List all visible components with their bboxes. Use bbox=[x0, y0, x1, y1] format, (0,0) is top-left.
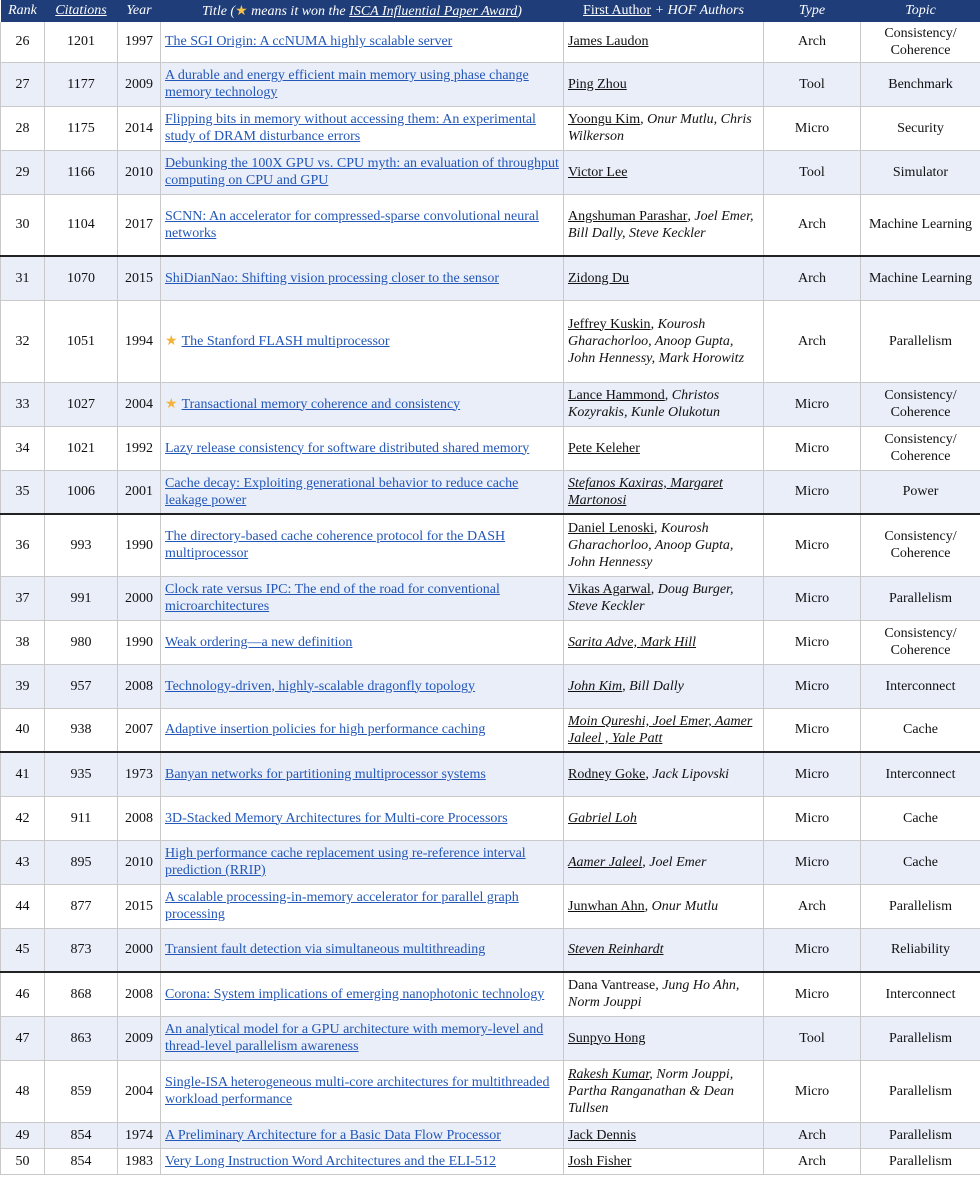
cell-title bbox=[161, 1060, 564, 1122]
cell-rank: 29 bbox=[1, 150, 45, 194]
cell-type: Arch bbox=[764, 194, 861, 256]
cell-authors bbox=[564, 576, 764, 620]
cell-citations: 935 bbox=[45, 752, 118, 796]
cell-title bbox=[161, 194, 564, 256]
cell-rank: 39 bbox=[1, 664, 45, 708]
cell-rank: 40 bbox=[1, 708, 45, 752]
first-author-link[interactable]: Stefanos Kaxiras, Margaret Martonosi bbox=[568, 475, 723, 508]
cell-topic: Simulator bbox=[861, 150, 980, 194]
cell-year: 1990 bbox=[118, 514, 161, 576]
cell-year: 1994 bbox=[118, 300, 161, 382]
cell-type: Micro bbox=[764, 928, 861, 972]
cell-type: Arch bbox=[764, 22, 861, 62]
cell-rank: 30 bbox=[1, 194, 45, 256]
hof-authors: , Kourosh Gharachorloo, Anoop Gupta, John Hennessy, Mark Horowitz bbox=[568, 316, 745, 366]
cell-type: Tool bbox=[764, 1016, 861, 1060]
cell-authors bbox=[564, 972, 764, 1016]
table-row bbox=[1, 928, 980, 972]
paper-title-link[interactable]: Transient fault detection via simultaneous multithreading bbox=[165, 942, 486, 958]
cell-rank: 35 bbox=[1, 470, 45, 514]
cell-rank: 48 bbox=[1, 1060, 45, 1122]
cell-topic: Interconnect bbox=[861, 664, 980, 708]
first-author-link[interactable]: Gabriel Loh bbox=[568, 810, 637, 826]
cell-topic: Parallelism bbox=[861, 300, 980, 382]
first-author-link[interactable]: Zidong Du bbox=[568, 270, 630, 286]
paper-title-link[interactable]: Flipping bits in memory without accessing them: An experimental study of DRAM disturbance errors bbox=[165, 112, 536, 144]
cell-topic: Parallelism bbox=[861, 576, 980, 620]
first-author-link[interactable]: Rakesh Kumar bbox=[568, 1066, 650, 1082]
first-author-link[interactable]: Ping Zhou bbox=[568, 76, 627, 92]
cell-authors bbox=[564, 664, 764, 708]
cell-title bbox=[161, 972, 564, 1016]
cell-authors bbox=[564, 62, 764, 106]
table-header bbox=[1, 0, 980, 22]
paper-title-link[interactable]: Cache decay: Exploiting generational behavior to reduce cache leakage power bbox=[165, 475, 519, 508]
cell-type: Micro bbox=[764, 514, 861, 576]
cell-citations: 859 bbox=[45, 1060, 118, 1122]
cell-topic: Parallelism bbox=[861, 884, 980, 928]
cell-topic: Consistency/ Coherence bbox=[861, 22, 980, 62]
cell-authors bbox=[564, 1016, 764, 1060]
cell-rank: 50 bbox=[1, 1148, 45, 1174]
cell-year: 2001 bbox=[118, 470, 161, 514]
cell-citations: 938 bbox=[45, 708, 118, 752]
table-row bbox=[1, 256, 980, 300]
cell-type: Micro bbox=[764, 664, 861, 708]
cell-citations: 1070 bbox=[45, 256, 118, 300]
cell-type: Micro bbox=[764, 576, 861, 620]
paper-title-link[interactable]: The directory-based cache coherence protocol for the DASH multiprocessor bbox=[165, 529, 506, 562]
table-row bbox=[1, 752, 980, 796]
cell-topic: Parallelism bbox=[861, 1016, 980, 1060]
cell-title bbox=[161, 576, 564, 620]
table-row bbox=[1, 300, 980, 382]
paper-title-link[interactable]: ShiDianNao: Shifting vision processing closer to the sensor bbox=[165, 270, 500, 286]
paper-title-link[interactable]: Banyan networks for partitioning multiprocessor systems bbox=[165, 766, 486, 782]
cell-citations: 1166 bbox=[45, 150, 118, 194]
cell-authors bbox=[564, 1060, 764, 1122]
hof-authors: , Bill Dally bbox=[622, 678, 684, 694]
first-author-link[interactable]: Sarita Adve, Mark Hill bbox=[568, 634, 697, 650]
award-star-icon: ★ bbox=[165, 333, 178, 349]
cell-topic: Cache bbox=[861, 708, 980, 752]
cell-year: 2009 bbox=[118, 62, 161, 106]
cell-rank: 26 bbox=[1, 22, 45, 62]
paper-title-link[interactable]: The Stanford FLASH multiprocessor bbox=[181, 333, 390, 349]
cell-citations: 1177 bbox=[45, 62, 118, 106]
table-row bbox=[1, 620, 980, 664]
first-author-link[interactable]: James Laudon bbox=[568, 34, 649, 50]
paper-title-link[interactable]: High performance cache replacement using re-reference interval prediction (RRIP) bbox=[165, 846, 526, 878]
hof-authors: , Onur Mutlu, Chris Wilkerson bbox=[568, 112, 752, 144]
cell-rank: 31 bbox=[1, 256, 45, 300]
cell-title bbox=[161, 470, 564, 514]
cell-year: 2008 bbox=[118, 972, 161, 1016]
header-citations[interactable] bbox=[45, 0, 118, 22]
paper-title-link[interactable]: A scalable processing-in-memory accelerator for parallel graph processing bbox=[165, 890, 519, 922]
table-row bbox=[1, 796, 980, 840]
cell-rank: 36 bbox=[1, 514, 45, 576]
hof-authors: , Christos Kozyrakis, Kunle Olukotun bbox=[568, 388, 721, 420]
isca-award-link[interactable]: ISCA Influential Paper Award bbox=[349, 3, 518, 19]
cell-topic: Consistency/ Coherence bbox=[861, 620, 980, 664]
cell-type: Micro bbox=[764, 382, 861, 426]
first-author-link[interactable]: Jack Dennis bbox=[568, 1127, 637, 1143]
cell-rank: 47 bbox=[1, 1016, 45, 1060]
table-row bbox=[1, 664, 980, 708]
cell-citations: 1175 bbox=[45, 106, 118, 150]
cell-year: 1990 bbox=[118, 620, 161, 664]
paper-title-link[interactable]: Adaptive insertion policies for high performance caching bbox=[165, 722, 486, 738]
cell-title bbox=[161, 928, 564, 972]
paper-title-link[interactable]: Very Long Instruction Word Architectures and the ELI-512 bbox=[165, 1153, 497, 1169]
cell-type: Arch bbox=[764, 256, 861, 300]
header-title-middle: means it won the bbox=[247, 3, 350, 19]
cell-topic: Parallelism bbox=[861, 1148, 980, 1174]
header-hof-authors: + HOF Authors bbox=[651, 3, 744, 18]
paper-title-link[interactable]: The SGI Origin: A ccNUMA highly scalable server bbox=[165, 34, 453, 50]
cell-title bbox=[161, 620, 564, 664]
cell-year: 2004 bbox=[118, 382, 161, 426]
cell-citations: 863 bbox=[45, 1016, 118, 1060]
cell-title bbox=[161, 426, 564, 470]
table-row bbox=[1, 1016, 980, 1060]
cell-authors bbox=[564, 1122, 764, 1148]
cell-authors bbox=[564, 300, 764, 382]
cell-year: 1992 bbox=[118, 426, 161, 470]
cell-title bbox=[161, 514, 564, 576]
cell-citations: 868 bbox=[45, 972, 118, 1016]
cell-citations: 854 bbox=[45, 1122, 118, 1148]
first-author-link[interactable]: Aamer Jaleel bbox=[568, 854, 643, 870]
cell-authors bbox=[564, 752, 764, 796]
cell-title bbox=[161, 300, 564, 382]
paper-title-link[interactable]: SCNN: An accelerator for compressed-sparse convolutional neural networks bbox=[165, 208, 539, 241]
cell-topic: Machine Learning bbox=[861, 256, 980, 300]
cell-citations: 980 bbox=[45, 620, 118, 664]
cell-rank: 33 bbox=[1, 382, 45, 426]
cell-type: Micro bbox=[764, 796, 861, 840]
first-author-link[interactable]: Vikas Agarwal bbox=[568, 582, 651, 597]
cell-citations: 1021 bbox=[45, 426, 118, 470]
cell-type: Micro bbox=[764, 708, 861, 752]
table-row bbox=[1, 22, 980, 62]
cell-citations: 991 bbox=[45, 576, 118, 620]
paper-title-link[interactable]: Clock rate versus IPC: The end of the road for conventional microarchitectures bbox=[165, 582, 500, 614]
cell-rank: 38 bbox=[1, 620, 45, 664]
cell-year: 2010 bbox=[118, 150, 161, 194]
first-author-link[interactable]: Daniel Lenoski bbox=[568, 520, 654, 536]
cell-citations: 854 bbox=[45, 1148, 118, 1174]
paper-title-link[interactable]: A Preliminary Architecture for a Basic Data Flow Processor bbox=[165, 1127, 501, 1143]
cell-rank: 46 bbox=[1, 972, 45, 1016]
first-author-link[interactable]: Steven Reinhardt bbox=[568, 942, 664, 958]
table-row bbox=[1, 426, 980, 470]
cell-rank: 32 bbox=[1, 300, 45, 382]
cell-authors bbox=[564, 928, 764, 972]
table-body bbox=[1, 22, 980, 1174]
cell-type: Micro bbox=[764, 840, 861, 884]
cell-type: Arch bbox=[764, 1122, 861, 1148]
cell-topic: Consistency/ Coherence bbox=[861, 514, 980, 576]
table-row bbox=[1, 470, 980, 514]
paper-title-link[interactable]: Lazy release consistency for software distributed shared memory bbox=[165, 440, 530, 456]
cell-rank: 44 bbox=[1, 884, 45, 928]
table-row bbox=[1, 1148, 980, 1174]
cell-authors bbox=[564, 840, 764, 884]
cell-title bbox=[161, 106, 564, 150]
hof-authors: , Joel Emer, Bill Dally, Steve Keckler bbox=[568, 208, 754, 241]
cell-authors bbox=[564, 426, 764, 470]
cell-year: 2007 bbox=[118, 708, 161, 752]
cell-topic: Security bbox=[861, 106, 980, 150]
table-row bbox=[1, 514, 980, 576]
paper-title-link[interactable]: Single-ISA heterogeneous multi-core architectures for multithreaded workload performance bbox=[165, 1075, 550, 1107]
cell-authors bbox=[564, 256, 764, 300]
paper-title-link[interactable]: 3D-Stacked Memory Architectures for Multi-core Processors bbox=[165, 810, 508, 826]
cell-year: 1983 bbox=[118, 1148, 161, 1174]
cell-topic: Cache bbox=[861, 796, 980, 840]
cell-year: 2015 bbox=[118, 884, 161, 928]
cell-year: 2000 bbox=[118, 576, 161, 620]
cell-citations: 1006 bbox=[45, 470, 118, 514]
cell-authors bbox=[564, 382, 764, 426]
first-author-link: Dana Vantrease bbox=[568, 978, 656, 994]
first-author-link[interactable]: Josh Fisher bbox=[568, 1153, 632, 1169]
cell-year: 2014 bbox=[118, 106, 161, 150]
cell-year: 2004 bbox=[118, 1060, 161, 1122]
first-author-link[interactable]: Angshuman Parashar bbox=[568, 208, 688, 224]
first-author-link[interactable]: John Kim bbox=[568, 678, 623, 694]
first-author-link[interactable]: Rodney Goke bbox=[568, 766, 646, 782]
table-row bbox=[1, 62, 980, 106]
cell-rank: 49 bbox=[1, 1122, 45, 1148]
header-rank: Rank bbox=[1, 0, 45, 22]
hof-authors: , Jack Lipovski bbox=[645, 766, 729, 782]
cell-title bbox=[161, 840, 564, 884]
cell-rank: 34 bbox=[1, 426, 45, 470]
header-citations-label[interactable]: Citations bbox=[55, 3, 107, 18]
cell-topic: Cache bbox=[861, 840, 980, 884]
cell-topic: Machine Learning bbox=[861, 194, 980, 256]
paper-title-link[interactable]: A durable and energy efficient main memory using phase change memory technology bbox=[165, 68, 529, 100]
cell-year: 2010 bbox=[118, 840, 161, 884]
cell-citations: 877 bbox=[45, 884, 118, 928]
cell-citations: 1104 bbox=[45, 194, 118, 256]
cell-year: 1973 bbox=[118, 752, 161, 796]
cell-authors bbox=[564, 796, 764, 840]
cell-title bbox=[161, 1122, 564, 1148]
cell-topic: Interconnect bbox=[861, 972, 980, 1016]
cell-citations: 911 bbox=[45, 796, 118, 840]
cell-topic: Power bbox=[861, 470, 980, 514]
cell-title bbox=[161, 22, 564, 62]
hof-authors: , Doug Burger, Steve Keckler bbox=[568, 582, 734, 614]
cell-year: 1997 bbox=[118, 22, 161, 62]
header-authors bbox=[564, 0, 764, 22]
cell-type: Micro bbox=[764, 106, 861, 150]
cell-type: Arch bbox=[764, 1148, 861, 1174]
cell-year: 2008 bbox=[118, 796, 161, 840]
cell-year: 2000 bbox=[118, 928, 161, 972]
award-star-icon: ★ bbox=[165, 396, 178, 412]
table-row bbox=[1, 382, 980, 426]
cell-title bbox=[161, 884, 564, 928]
cell-rank: 42 bbox=[1, 796, 45, 840]
cell-year: 2017 bbox=[118, 194, 161, 256]
header-title-prefix: Title ( bbox=[202, 3, 236, 19]
cell-topic: Parallelism bbox=[861, 1060, 980, 1122]
cell-citations: 957 bbox=[45, 664, 118, 708]
table-row bbox=[1, 884, 980, 928]
header-title bbox=[161, 0, 564, 22]
first-author-link[interactable]: Sunpyo Hong bbox=[568, 1030, 646, 1046]
first-author-link[interactable]: Lance Hammond bbox=[568, 388, 665, 403]
cell-year: 2008 bbox=[118, 664, 161, 708]
cell-rank: 37 bbox=[1, 576, 45, 620]
cell-title bbox=[161, 796, 564, 840]
hof-authors: , Onur Mutlu bbox=[644, 898, 719, 914]
cell-topic: Interconnect bbox=[861, 752, 980, 796]
cell-authors bbox=[564, 884, 764, 928]
header-title-suffix: ) bbox=[517, 3, 522, 19]
paper-title-link[interactable]: Corona: System implications of emerging nanophotonic technology bbox=[165, 986, 545, 1002]
header-type: Type bbox=[764, 0, 861, 22]
cell-title bbox=[161, 62, 564, 106]
cell-citations: 895 bbox=[45, 840, 118, 884]
cell-title bbox=[161, 1148, 564, 1174]
first-author-link[interactable]: Pete Keleher bbox=[568, 440, 640, 456]
cell-rank: 45 bbox=[1, 928, 45, 972]
cell-authors bbox=[564, 194, 764, 256]
hof-authors: , Norm Jouppi, Partha Ranganathan & Dean Tullsen bbox=[568, 1066, 735, 1116]
cell-title bbox=[161, 150, 564, 194]
header-topic: Topic bbox=[861, 0, 980, 22]
cell-topic: Parallelism bbox=[861, 1122, 980, 1148]
first-author-link[interactable]: Moin Qureshi, Joel Emer, Aamer Jaleel , Yale Patt bbox=[568, 713, 753, 746]
cell-authors bbox=[564, 106, 764, 150]
header-first-author[interactable]: First Author bbox=[583, 3, 652, 18]
first-author-link[interactable]: Yoongu Kim bbox=[568, 112, 641, 127]
paper-title-link[interactable]: Weak ordering—a new definition bbox=[165, 634, 353, 650]
cell-rank: 41 bbox=[1, 752, 45, 796]
cell-citations: 1051 bbox=[45, 300, 118, 382]
cell-rank: 27 bbox=[1, 62, 45, 106]
cell-topic: Benchmark bbox=[861, 62, 980, 106]
cell-year: 1974 bbox=[118, 1122, 161, 1148]
cell-citations: 1201 bbox=[45, 22, 118, 62]
table-row bbox=[1, 708, 980, 752]
cell-title bbox=[161, 256, 564, 300]
table-row bbox=[1, 576, 980, 620]
cell-topic: Consistency/ Coherence bbox=[861, 426, 980, 470]
header-year: Year bbox=[118, 0, 161, 22]
first-author-link[interactable]: Junwhan Ahn bbox=[568, 898, 645, 914]
table-row bbox=[1, 1122, 980, 1148]
star-icon: ★ bbox=[235, 3, 248, 19]
cell-type: Micro bbox=[764, 1060, 861, 1122]
cell-year: 2015 bbox=[118, 256, 161, 300]
hof-authors: , Kourosh Gharachorloo, Anoop Gupta, John Hennessy bbox=[568, 520, 734, 570]
paper-title-link[interactable]: Transactional memory coherence and consistency bbox=[181, 396, 461, 412]
cell-citations: 993 bbox=[45, 514, 118, 576]
paper-title-link[interactable]: Debunking the 100X GPU vs. CPU myth: an evaluation of throughput computing on CPU and GPU bbox=[165, 156, 559, 188]
cell-type: Tool bbox=[764, 150, 861, 194]
table-row bbox=[1, 840, 980, 884]
cell-title bbox=[161, 752, 564, 796]
cell-citations: 873 bbox=[45, 928, 118, 972]
cell-type: Micro bbox=[764, 620, 861, 664]
cell-authors bbox=[564, 620, 764, 664]
cell-type: Micro bbox=[764, 972, 861, 1016]
cell-title bbox=[161, 708, 564, 752]
first-author-link[interactable]: Victor Lee bbox=[568, 164, 628, 180]
cell-type: Micro bbox=[764, 470, 861, 514]
first-author-link[interactable]: Jeffrey Kuskin bbox=[568, 316, 651, 332]
cell-type: Arch bbox=[764, 300, 861, 382]
table-row bbox=[1, 1060, 980, 1122]
cell-citations: 1027 bbox=[45, 382, 118, 426]
cell-type: Arch bbox=[764, 884, 861, 928]
cell-rank: 28 bbox=[1, 106, 45, 150]
paper-title-link[interactable]: Technology-driven, highly-scalable dragonfly topology bbox=[165, 678, 476, 694]
cell-authors bbox=[564, 514, 764, 576]
table-row bbox=[1, 194, 980, 256]
table-row bbox=[1, 972, 980, 1016]
table-row bbox=[1, 106, 980, 150]
hof-authors: , Joel Emer bbox=[642, 854, 707, 870]
cell-authors bbox=[564, 470, 764, 514]
table-row bbox=[1, 150, 980, 194]
paper-title-link[interactable]: An analytical model for a GPU architecture with memory-level and thread-level parallelism awareness bbox=[165, 1022, 544, 1054]
cell-topic: Reliability bbox=[861, 928, 980, 972]
cell-title bbox=[161, 382, 564, 426]
cell-topic: Consistency/ Coherence bbox=[861, 382, 980, 426]
cell-authors bbox=[564, 22, 764, 62]
cell-authors bbox=[564, 150, 764, 194]
hof-authors: , Jung Ho Ahn, Norm Jouppi bbox=[568, 978, 740, 1011]
cell-type: Micro bbox=[764, 752, 861, 796]
cell-type: Tool bbox=[764, 62, 861, 106]
cell-authors bbox=[564, 1148, 764, 1174]
cell-year: 2009 bbox=[118, 1016, 161, 1060]
cell-type: Micro bbox=[764, 426, 861, 470]
cell-authors bbox=[564, 708, 764, 752]
cell-rank: 43 bbox=[1, 840, 45, 884]
cell-title bbox=[161, 664, 564, 708]
cell-title bbox=[161, 1016, 564, 1060]
